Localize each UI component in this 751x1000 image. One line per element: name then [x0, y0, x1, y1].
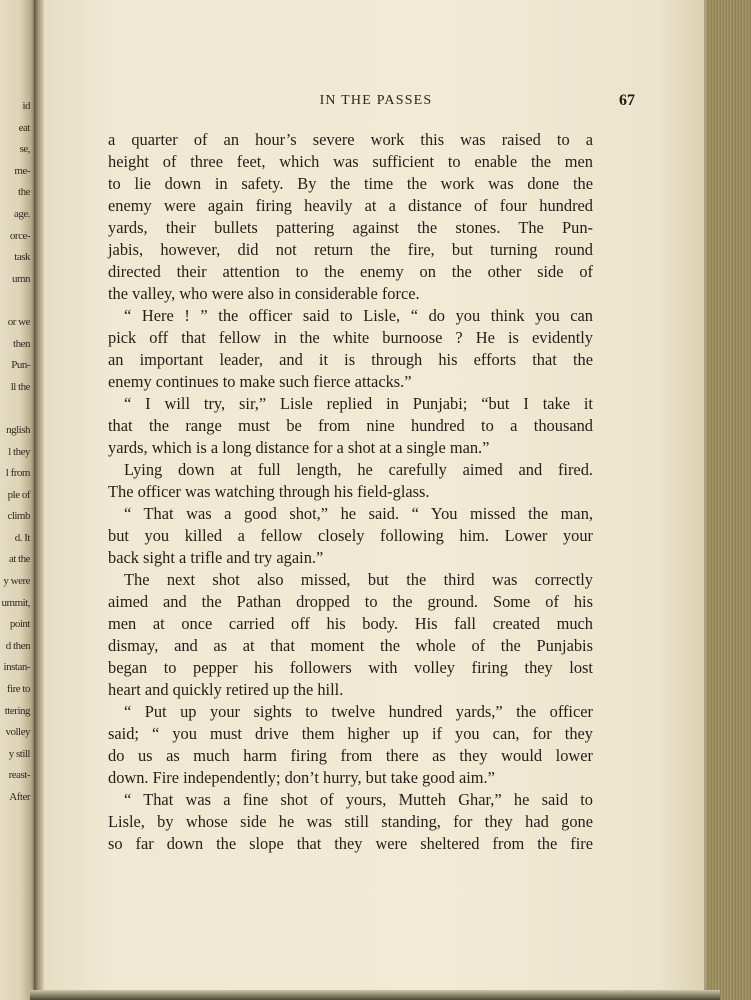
previous-page-fragment: se,	[19, 143, 30, 156]
previous-page-fragment: or we	[7, 315, 30, 328]
previous-page-fragment: ple of	[7, 488, 30, 501]
previous-page-fragment: volley	[5, 726, 30, 739]
previous-page-fragment	[0, 290, 34, 312]
text-line: to lie down in safety. By the time the work was done the	[108, 174, 593, 193]
text-line: that the range must be from nine hundred to a thousand	[108, 416, 593, 435]
previous-page-fragment: orce-	[9, 229, 30, 242]
text-line: enemy continues to make such fierce attacks.”	[108, 372, 412, 391]
text-line: do us as much harm firing from there as they would lower	[108, 746, 593, 765]
text-line: “ I will try, sir,” Lisle replied in Punjabi; “but I take it	[124, 394, 593, 413]
text-line: pick off that fellow in the white burnoose ? He is evidently	[108, 328, 593, 347]
previous-page-fragment: y were	[3, 575, 30, 588]
previous-page-fragment: d. It	[14, 531, 30, 544]
running-head-title: IN THE PASSES	[319, 93, 433, 108]
text-line: “ Put up your sights to twelve hundred yards,” the officer	[124, 702, 593, 721]
previous-page-fragment: ttering	[4, 704, 30, 717]
text-line: “ Here ! ” the officer said to Lisle, “ do you think you can	[124, 306, 593, 325]
previous-page-fragment: eat	[18, 121, 30, 134]
previous-page-fragment: Pun-	[11, 359, 30, 372]
previous-page-fragment: the	[18, 186, 30, 199]
text-line: began to pepper his followers with volley firing they lost	[108, 658, 593, 677]
previous-page-fragment: reast-	[8, 769, 30, 782]
text-line: said; “ you must drive them higher up if you can, for they	[108, 724, 593, 743]
text-line: a quarter of an hour’s severe work this was raised to a	[108, 130, 593, 149]
previous-page-fragment: task	[14, 251, 30, 264]
text-line: “ That was a good shot,” he said. “ You missed the man,	[124, 504, 593, 523]
previous-page-fragment: nglish	[6, 423, 30, 436]
previous-page-fragment: me-	[14, 164, 30, 177]
previous-page-fragment: point	[9, 618, 30, 631]
previous-page-fragment: l from	[5, 467, 30, 480]
previous-page-fragment: fire to	[6, 683, 30, 696]
text-line: height of three feet, which was sufficient to enable the men	[108, 152, 593, 171]
previous-page-fragment: ll the	[10, 380, 30, 393]
previous-page-fragment: at the	[8, 553, 30, 566]
previous-page-text-fragments	[0, 96, 34, 809]
previous-page-fragment: then	[13, 337, 30, 350]
previous-page-fragment: d then	[5, 639, 30, 652]
text-line: but you killed a fellow closely following him. Lower your	[108, 526, 593, 545]
text-line: yards, which is a long distance for a shot at a single man.”	[108, 438, 490, 457]
text-line: enemy were again firing heavily at a distance of four hundred	[108, 196, 593, 215]
text-line: down. Fire independently; don’t hurry, but take good aim.”	[108, 768, 495, 787]
previous-page-fragment: instan-	[3, 661, 30, 674]
previous-page-fragment	[0, 398, 34, 420]
page-number: 67	[619, 92, 635, 109]
text-line: The officer was watching through his field-glass.	[108, 482, 430, 501]
previous-page-fragment: l they	[8, 445, 30, 458]
text-line: “ That was a fine shot of yours, Mutteh Ghar,” he said to	[124, 790, 593, 809]
text-line: jabis, however, did not return the fire, but turning round	[108, 240, 593, 259]
text-line: an important leader, and it is through his efforts that the	[108, 350, 593, 369]
text-line: heart and quickly retired up the hill.	[108, 680, 344, 699]
previous-page-fragment: y still	[8, 747, 30, 760]
book-gutter	[34, 0, 44, 1000]
text-line: directed their attention to the enemy on the other side of	[108, 262, 593, 281]
text-line: men at once carried off his body. His fall created much	[108, 614, 593, 633]
previous-page-fragment: After	[9, 791, 30, 803]
previous-page-fragment: age.	[13, 207, 30, 220]
text-line: yards, their bullets pattering against the stones. The Pun-	[108, 218, 593, 237]
previous-page-fragment: id	[22, 100, 30, 112]
text-line: back sight a trifle and try again.”	[108, 548, 324, 567]
body-text	[108, 129, 593, 855]
text-line: Lisle, by whose side he was still standing, for they had gone	[108, 812, 593, 831]
previous-page-fragment: ummit,	[1, 596, 30, 609]
text-line: The next shot also missed, but the third was correctly	[124, 570, 593, 589]
text-line: Lying down at full length, he carefully aimed and fired.	[124, 460, 593, 479]
book-fore-edge	[706, 0, 751, 1000]
text-line: dismay, and as at that moment the whole of the Punjabis	[108, 636, 593, 655]
book-bottom-edge	[30, 990, 720, 1000]
running-head	[42, 90, 710, 112]
text-line: the valley, who were also in considerable force.	[108, 284, 420, 303]
previous-page-fragment: umn	[11, 272, 30, 285]
text-line: so far down the slope that they were sheltered from the fire	[108, 834, 593, 853]
previous-page-fragment: climb	[7, 510, 30, 523]
text-line: aimed and the Pathan dropped to the ground. Some of his	[108, 592, 593, 611]
